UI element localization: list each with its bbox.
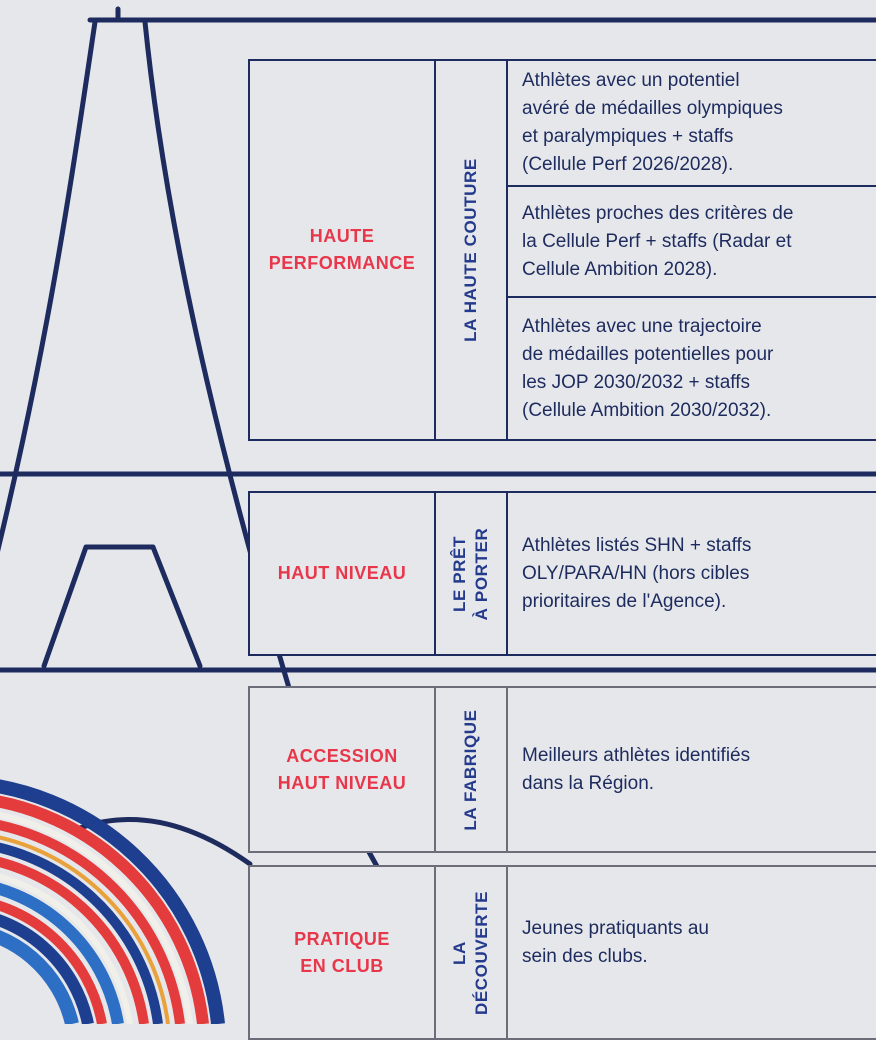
category-cell xyxy=(436,867,508,1038)
description-row xyxy=(508,867,876,1038)
level-label: ACCESSION HAUT NIVEAU xyxy=(277,745,407,793)
level-label: HAUTE PERFORMANCE xyxy=(268,226,416,273)
description-text: Athlètes avec un potentiel avéré de médailles olympiques et paralympiques + staffs (Cellule Perf 2026/2028). xyxy=(522,70,783,175)
rainbow-rings xyxy=(0,782,218,1024)
category-label: LE PRÊT À PORTER xyxy=(450,527,491,620)
tower-arch xyxy=(44,547,200,666)
tier-haut-niveau xyxy=(248,491,876,656)
level-cell xyxy=(250,867,436,1038)
level-label: PRATIQUE EN CLUB xyxy=(294,928,390,976)
tier-haute-performance xyxy=(248,59,876,441)
description-row xyxy=(508,688,876,851)
tier-accession-haut-niveau xyxy=(248,686,876,853)
category-cell xyxy=(436,493,508,654)
tier-pratique-en-club xyxy=(248,865,876,1040)
description-column xyxy=(508,688,876,851)
description-text: Athlètes avec une trajectoire de médailles potentielles pour les JOP 2030/2032 + staffs (Cellule Ambition 2030/2032). xyxy=(522,315,774,421)
category-label: LA FABRIQUE xyxy=(461,708,480,831)
description-row xyxy=(508,493,876,654)
description-column xyxy=(508,493,876,654)
level-cell xyxy=(250,688,436,851)
category-cell xyxy=(436,688,508,851)
level-label: HAUT NIVEAU xyxy=(277,563,407,583)
level-cell xyxy=(250,493,436,654)
category-cell xyxy=(436,61,508,439)
level-cell xyxy=(250,61,436,439)
description-text: Meilleurs athlètes identifiés dans la Région. xyxy=(522,744,751,794)
category-label: LA HAUTE COUTURE xyxy=(461,158,480,342)
description-text: Jeunes pratiquants au sein des clubs. xyxy=(522,917,709,967)
description-text: Athlètes proches des critères de la Cellule Perf + staffs (Radar et Cellule Ambition 2028). xyxy=(522,202,794,280)
description-column xyxy=(508,61,876,439)
description-row xyxy=(508,296,876,439)
description-text: Athlètes listés SHN + staffs OLY/PARA/HN (hors cibles prioritaires de l'Agence). xyxy=(522,534,752,612)
description-column xyxy=(508,867,876,1038)
description-row xyxy=(508,61,876,185)
description-row xyxy=(508,185,876,296)
category-label: LA DÉCOUVERTE xyxy=(450,890,491,1015)
